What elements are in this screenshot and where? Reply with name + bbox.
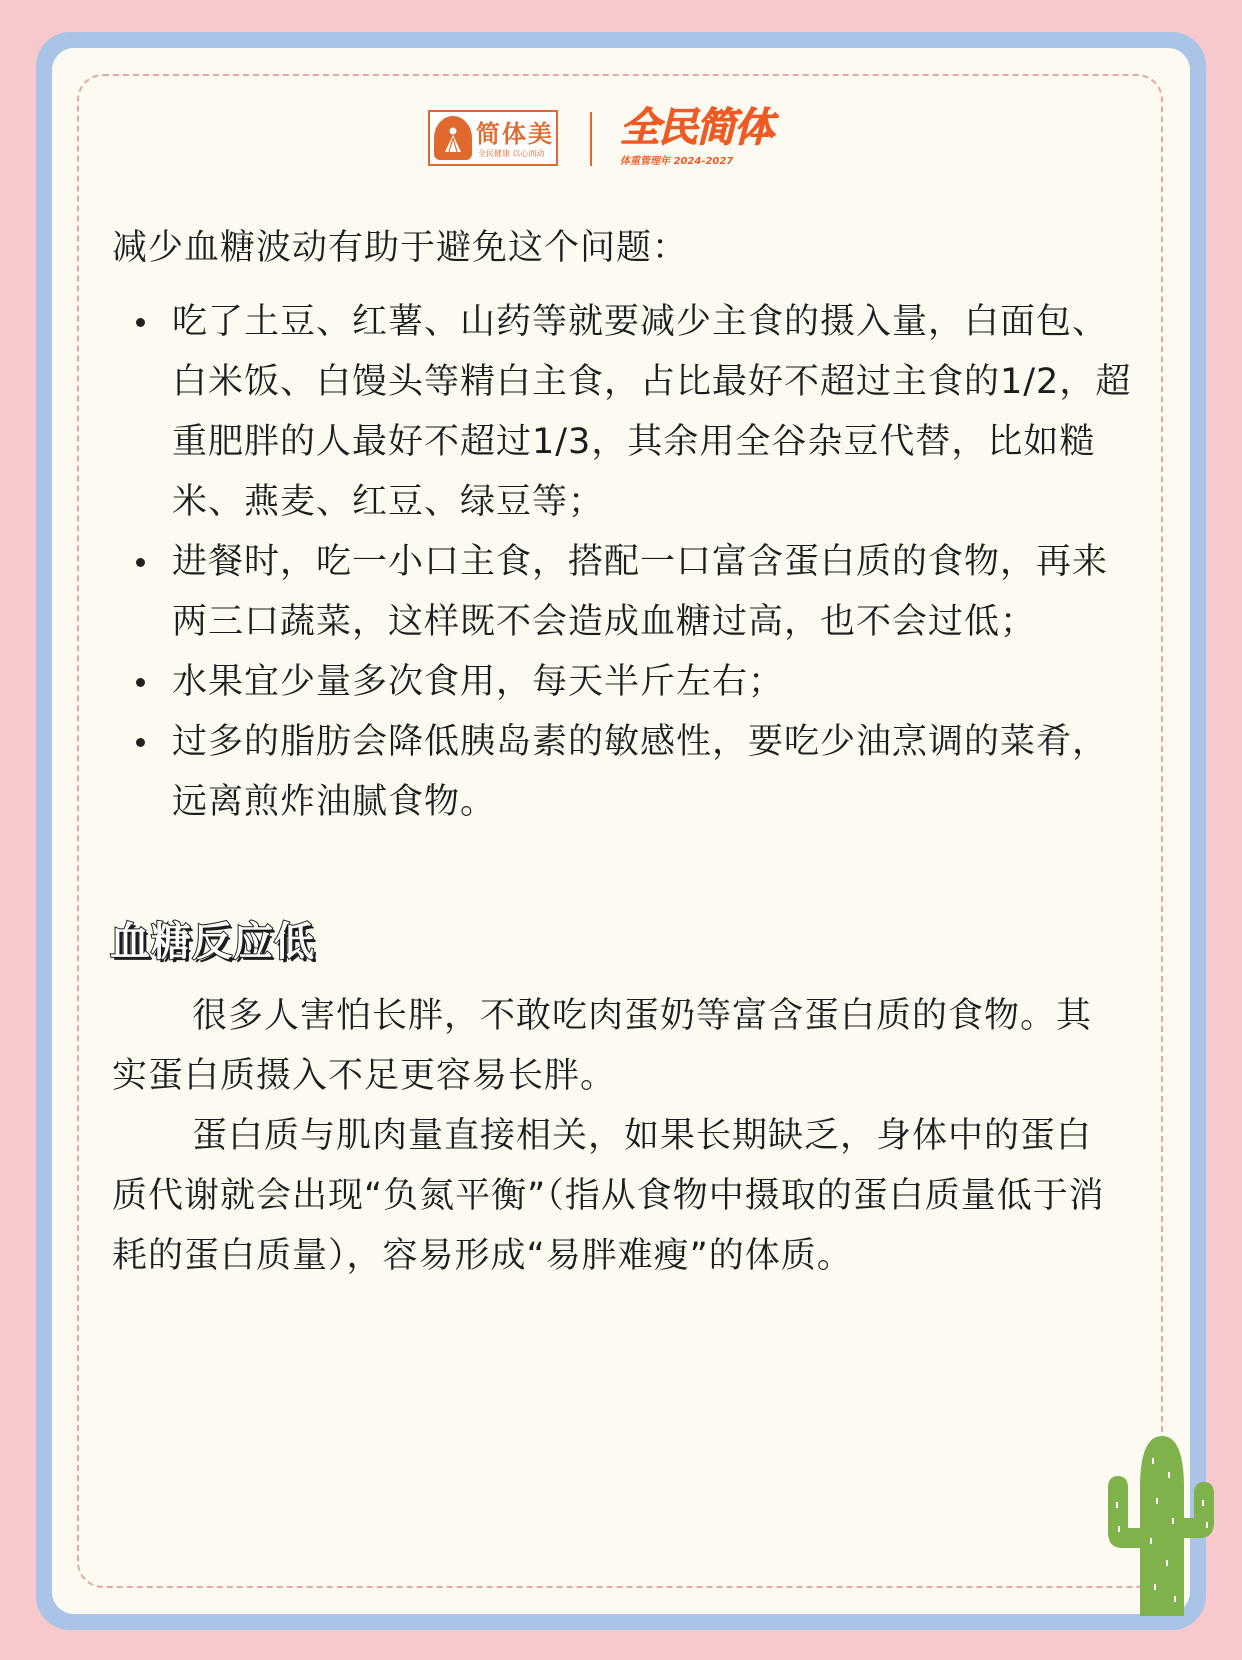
paragraph: 很多人害怕长胖，不敢吃肉蛋奶等富含蛋白质的食物。其实蛋白质摄入不足更容易长胖。	[112, 996, 1093, 1096]
list-item-text: 水果宜少量多次食用，每天半斤左右；	[172, 662, 785, 702]
paragraph: 蛋白质与肌肉量直接相关，如果长期缺乏，身体中的蛋白质代谢就会出现“负氮平衡”（指从食物中摄取的蛋白质量低于消耗的蛋白质量），容易形成“易胖难瘦”的体质。	[112, 1116, 1105, 1276]
brand-logo-left	[428, 110, 558, 166]
dress-logo-icon	[434, 116, 472, 160]
list-item	[112, 292, 1142, 532]
bullet-icon	[136, 318, 145, 327]
list-item-text: 进餐时，吃一小口主食，搭配一口富含蛋白质的食物，再来两三口蔬菜，这样既不会造成血糖过高，也不会过低；	[172, 542, 1109, 642]
cactus-icon	[1100, 1428, 1220, 1618]
left-brand-name: 简体美	[476, 119, 554, 148]
right-brand-sub: 体重管理年 2024-2027	[620, 156, 734, 167]
intro-text: 减少血糖波动有助于避免这个问题：	[112, 228, 689, 268]
left-brand-tagline: 全民健康 以心而动	[478, 149, 545, 158]
tips-list	[112, 292, 1142, 832]
list-item	[112, 712, 1142, 832]
bullet-icon	[136, 738, 145, 747]
list-item-text: 吃了土豆、红薯、山药等就要减少主食的摄入量，白面包、白米饭、白馒头等精白主食，占比最好不超过主食的1/2，超重肥胖的人最好不超过1/3，其余用全谷杂豆代替，比如糙米、燕麦、红豆、绿豆等；	[172, 302, 1132, 522]
section-heading: 血糖反应低	[110, 919, 315, 965]
bullet-icon	[136, 558, 145, 567]
logo-divider	[590, 112, 592, 166]
bullet-icon	[136, 678, 145, 687]
brand-logo-right	[620, 106, 820, 168]
list-item	[112, 532, 1142, 652]
list-item	[112, 652, 1142, 712]
right-brand-name: 全民简体	[620, 105, 772, 151]
list-item-text: 过多的脂肪会降低胰岛素的敏感性，要吃少油烹调的菜肴，远离煎炸油腻食物。	[172, 722, 1109, 822]
